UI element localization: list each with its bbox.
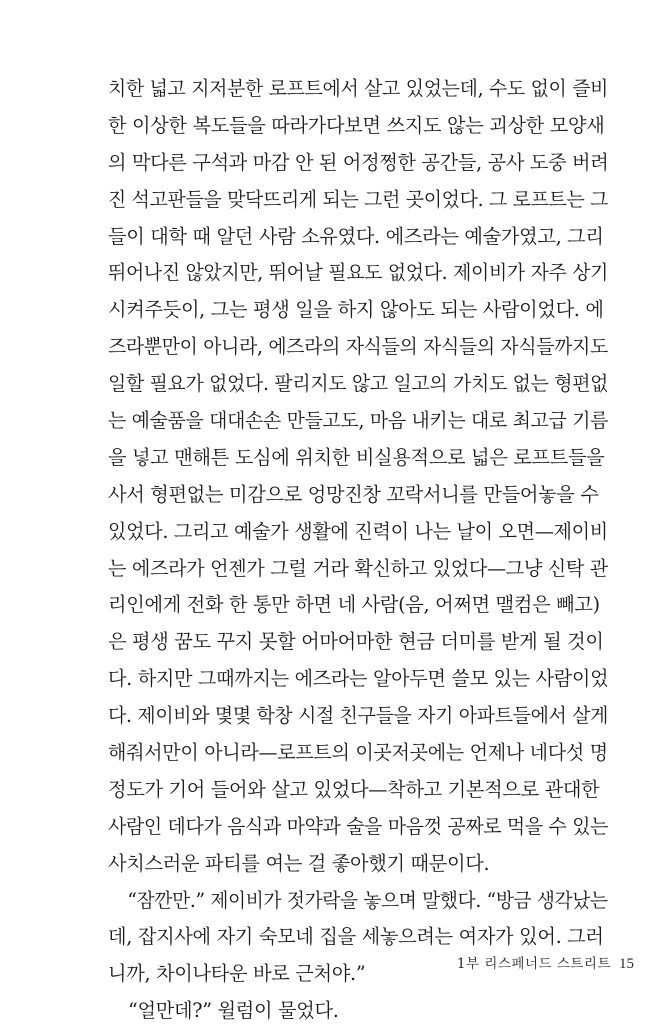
text-line: 사서 형편없는 미감으로 엉망진창 꼬락서니를 만들어놓을 수 (108, 482, 599, 506)
text-line: 일할 필요가 없었다. 팔리지도 않고 일고의 가치도 없는 형편없 (108, 372, 609, 396)
text-line: 있었다. 그리고 예술가 생활에 진력이 나는 날이 오면—제이비 (108, 519, 608, 543)
text-line: 는 에즈라가 언젠가 그럴 거라 확신하고 있었다—그냥 신탁 관 (108, 556, 608, 580)
text-line: 다. 제이비와 몇몇 학창 시절 친구들을 자기 아파트들에서 살게 (108, 704, 609, 728)
body-text (108, 71, 608, 1030)
text-line: 진 석고판들을 맞닥뜨리게 되는 그런 곳이었다. 그 로프트는 그 (108, 187, 609, 211)
text-line: 시켜주듯이, 그는 평생 일을 하지 않아도 되는 사람이었다. 에 (108, 298, 604, 322)
page-footer (457, 952, 634, 976)
running-head: 1부 리스페너드 스트리트 (456, 956, 611, 972)
paragraph (108, 71, 608, 883)
text-line: “잠깐만.” 제이비가 젓가락을 놓으며 말했다. “방금 생각났는 (127, 888, 608, 912)
text-line: 은 평생 꿈도 꾸지 못할 어마어마한 현금 더미를 받게 될 것이 (108, 630, 604, 654)
text-line: 즈라뿐만이 아니라, 에즈라의 자식들의 자식들의 자식들까지도 (108, 335, 608, 359)
text-line: 는 예술품을 대대손손 만들고도, 마음 내키는 대로 최고급 기름 (108, 409, 609, 433)
text-line: 리인에게 전화 한 통만 하면 네 사람(음, 어쩌면 맬컴은 빼고) (108, 593, 600, 617)
text-line: 다. 하지만 그때까지는 에즈라는 알아두면 쓸모 있는 사람이었 (108, 667, 609, 691)
text-line: 데, 잡지사에 자기 숙모네 집을 세놓으려는 여자가 있어. 그러 (108, 925, 604, 949)
text-line: 치한 넓고 지저분한 로프트에서 살고 있었는데, 수도 없이 즐비 (108, 77, 609, 100)
text-line: 정도가 기어 들어와 살고 있었다—착하고 기본적으로 관대한 (108, 777, 600, 801)
text-line: 사람인 데다가 음식과 마약과 술을 마음껏 공짜로 먹을 수 있는 (108, 814, 609, 838)
text-line: 의 막다른 구석과 마감 안 된 어정쩡한 공간들, 공사 도중 버려 (108, 150, 609, 174)
text-line: 니까, 차이나타운 바로 근처야.” (108, 962, 366, 986)
text-line: 사치스러운 파티를 여는 걸 좋아했기 때문이다. (108, 851, 490, 875)
dialogue-paragraph (108, 883, 608, 994)
text-line: 한 이상한 복도들을 따라가다보면 쓰지도 않는 괴상한 모양새 (108, 113, 605, 137)
text-line: 뛰어나진 않았지만, 뛰어날 필요도 없었다. 제이비가 자주 상기 (108, 261, 609, 285)
dialogue-paragraph (108, 993, 608, 1030)
text-line: 해줘서만이 아니라—로프트의 이곳저곳에는 언제나 네다섯 명 (108, 741, 608, 765)
page-number: 15 (619, 956, 634, 972)
text-line: 들이 대학 때 알던 사람 소유였다. 에즈라는 예술가였고, 그리 (108, 224, 604, 248)
text-line: 을 넣고 맨해튼 도심에 위치한 비실용적으로 넓은 로프트들을 (108, 445, 605, 469)
text-line: “얼만데?” 윌럼이 물었다. (128, 999, 339, 1023)
